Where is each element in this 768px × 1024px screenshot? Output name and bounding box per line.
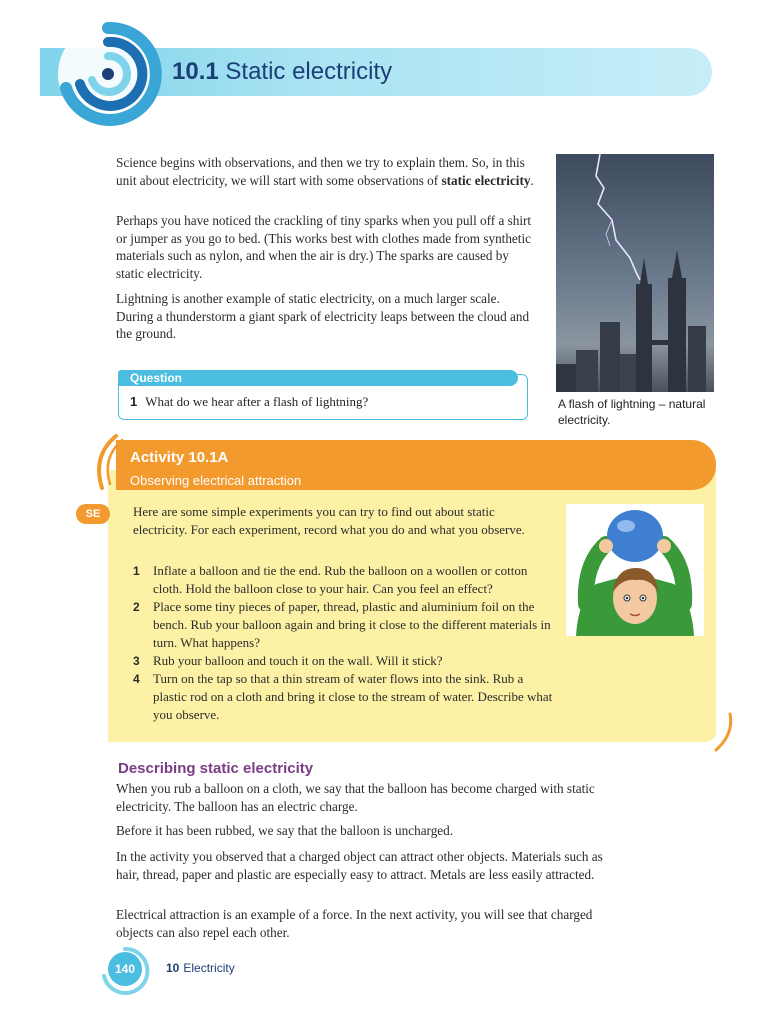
page-title — [172, 58, 392, 86]
describing-paragraph-2: Before it has been rubbed, we say that the balloon is uncharged. — [116, 823, 454, 838]
question-item — [130, 394, 368, 410]
step-text: Turn on the tap so that a thin stream of water flows into the sink. Rub a plastic rod on a cloth and bring it close to the stream of water. Describe what you observe. — [153, 671, 553, 722]
step-number: 4 — [133, 672, 140, 686]
list-item — [133, 598, 553, 652]
chapter-title: Electricity — [183, 961, 235, 975]
step-text: Inflate a balloon and tie the end. Rub the balloon on a woollen or cotton cloth. Hold the balloon close to your hair. Can you feel an effect? — [153, 563, 528, 596]
photo-caption: A flash of lightning – natural electricity. — [558, 397, 706, 427]
page-number: 140 — [108, 952, 142, 986]
list-item — [133, 562, 553, 598]
intro-p1-bold: static electricity — [441, 172, 531, 188]
activity-swoosh-icon — [86, 432, 126, 492]
intro-paragraph-3: Lightning is another example of static electricity, on a much larger scale. During a thunderstorm a giant spark of electricity leaps between the cloud and the ground. — [116, 291, 530, 341]
unit-number: 10.1 — [172, 58, 219, 85]
list-item — [133, 670, 553, 724]
describing-paragraph-1: When you rub a balloon on a cloth, we say that the balloon has become charged with static electricity. The balloon has an electric charge. — [116, 781, 595, 814]
intro-p1-text: Science begins with observations, and then we try to explain them. So, in this unit about electricity, we will start with some observations of — [116, 155, 525, 188]
swirl-logo-icon — [52, 18, 164, 130]
step-text: Rub your balloon and touch it on the wall. Will it stick? — [153, 653, 443, 668]
unit-title-text: Static electricity — [225, 58, 393, 85]
step-number: 2 — [133, 600, 140, 614]
intro-p1-end: . — [530, 172, 534, 188]
intro-paragraph-1 — [116, 154, 536, 189]
step-number: 1 — [133, 564, 140, 578]
footer-chapter — [166, 961, 235, 975]
list-item — [133, 652, 553, 670]
question-heading: Question — [118, 370, 518, 386]
activity-title: Activity 10.1A — [130, 449, 229, 466]
step-text: Place some tiny pieces of paper, thread, plastic and aluminium foil on the bench. Rub your balloon again and bring it close to the different materials in turn. What happens? — [153, 599, 551, 650]
section-heading: Describing static electricity — [118, 760, 314, 777]
activity-intro: Here are some simple experiments you can try to find out about static electricity. For each experiment, record what you do and what you observe. — [133, 504, 525, 537]
question-text: What do we hear after a flash of lightning? — [145, 394, 369, 409]
boy-balloon-illustration — [566, 504, 704, 636]
intro-paragraph-2: Perhaps you have noticed the crackling of tiny sparks when you pull off a shirt or jumper as you go to bed. (This works best with clothes made from synthetic materials such as nylon, and when the air is dry.) The sparks are caused by static electricity. — [116, 213, 532, 281]
question-number: 1 — [130, 394, 138, 409]
chapter-number: 10 — [166, 961, 180, 975]
activity-corner-swoosh-icon — [712, 712, 736, 752]
step-number: 3 — [133, 654, 140, 668]
describing-paragraph-3: In the activity you observed that a charged object can attract other objects. Materials such as hair, thread, paper and plastic are especially easy to attract. Metals are less easily attracted. — [116, 849, 603, 882]
lightning-photo — [556, 154, 714, 392]
describing-paragraph-4: Electrical attraction is an example of a force. In the next activity, you will see that charged objects can also repel each other. — [116, 907, 593, 940]
se-badge: SE — [76, 504, 110, 524]
activity-steps-list — [133, 562, 553, 724]
activity-subtitle: Observing electrical attraction — [130, 473, 302, 488]
